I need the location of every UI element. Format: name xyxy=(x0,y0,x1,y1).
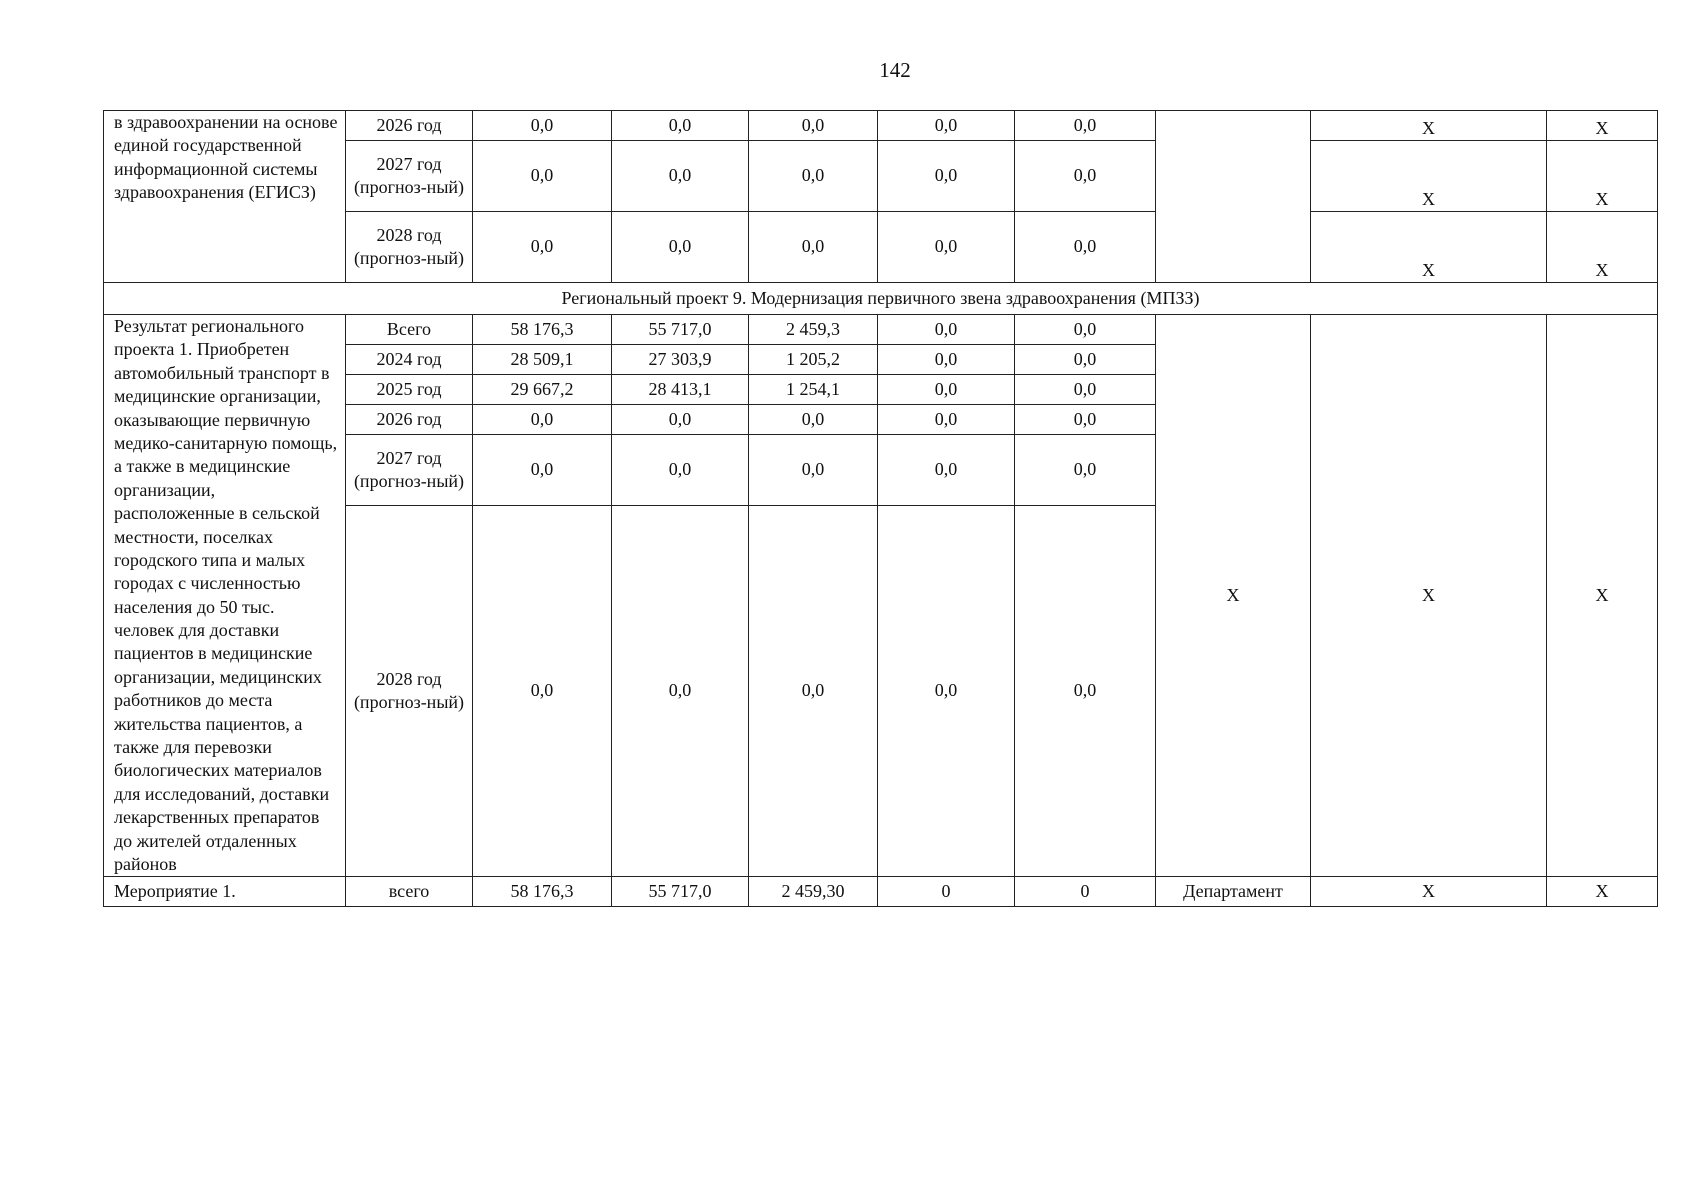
mark-cell: X xyxy=(1311,877,1547,907)
result-description: Результат регионального проекта 1. Приобретен автомобильный транспорт в медицинские организации, оказывающие первичную медико-санитарную помощь, а также в медицинские организации, расположенные в сельской местности, поселках городского типа и малых городах с численностью населения до 50 тыс. человек для доставки пациентов в медицинские организации, медицинских работников до места жительства пациентов, а также для перевозки биологических материалов для исследований, доставки лекарственных препаратов до жителей отдаленных районов xyxy=(104,315,346,877)
value-cell: 0,0 xyxy=(878,141,1015,212)
table-row xyxy=(104,315,1658,345)
value-cell: 2 459,3 xyxy=(749,315,878,345)
mark-cell: X xyxy=(1311,141,1547,212)
value-cell: 0,0 xyxy=(878,345,1015,375)
value-cell: 0,0 xyxy=(1015,111,1156,141)
value-cell: 0,0 xyxy=(1015,506,1156,877)
value-cell: 0,0 xyxy=(612,405,749,435)
value-cell: 0,0 xyxy=(473,111,612,141)
page-number: 142 xyxy=(879,58,911,82)
value-cell: 0,0 xyxy=(878,315,1015,345)
value-cell: 0,0 xyxy=(878,375,1015,405)
mark-cell: X xyxy=(1547,141,1658,212)
period-cell: 2027 год (прогноз-ный) xyxy=(346,435,473,506)
value-cell: 0,0 xyxy=(1015,345,1156,375)
measure-description: Мероприятие 1. xyxy=(104,877,346,907)
mark-cell: X xyxy=(1547,315,1658,877)
value-cell: 0,0 xyxy=(473,405,612,435)
period-cell: 2024 год xyxy=(346,345,473,375)
value-cell: 1 254,1 xyxy=(749,375,878,405)
value-cell: 0,0 xyxy=(1015,435,1156,506)
value-cell: 0 xyxy=(1015,877,1156,907)
mark-cell: X xyxy=(1311,315,1547,877)
value-cell: 0,0 xyxy=(1015,375,1156,405)
period-cell: Всего xyxy=(346,315,473,345)
value-cell: 0,0 xyxy=(749,141,878,212)
value-cell: 0,0 xyxy=(878,506,1015,877)
value-cell: 58 176,3 xyxy=(473,877,612,907)
value-cell: 28 413,1 xyxy=(612,375,749,405)
value-cell: 0,0 xyxy=(473,506,612,877)
value-cell: 0,0 xyxy=(1015,212,1156,283)
mark-cell: X xyxy=(1311,212,1547,283)
value-cell: 0,0 xyxy=(878,111,1015,141)
period-cell: 2028 год (прогноз-ный) xyxy=(346,506,473,877)
value-cell: 0,0 xyxy=(1015,315,1156,345)
result-description: в здравоохранении на основе единой государственной информационной системы здравоохранения (ЕГИСЗ) xyxy=(104,111,346,283)
budget-table xyxy=(103,110,1658,907)
value-cell: 0,0 xyxy=(612,141,749,212)
period-cell: 2028 год (прогноз-ный) xyxy=(346,212,473,283)
executor-cell xyxy=(1156,111,1311,283)
value-cell: 0,0 xyxy=(473,212,612,283)
value-cell: 0,0 xyxy=(749,506,878,877)
value-cell: 2 459,30 xyxy=(749,877,878,907)
mark-cell: X xyxy=(1547,111,1658,141)
period-cell: 2027 год (прогноз-ный) xyxy=(346,141,473,212)
value-cell: 0,0 xyxy=(473,141,612,212)
value-cell: 0,0 xyxy=(612,111,749,141)
value-cell: 29 667,2 xyxy=(473,375,612,405)
value-cell: 55 717,0 xyxy=(612,877,749,907)
section-row xyxy=(104,283,1658,315)
mark-cell: X xyxy=(1547,212,1658,283)
value-cell: 0,0 xyxy=(612,506,749,877)
value-cell: 27 303,9 xyxy=(612,345,749,375)
value-cell: 0,0 xyxy=(612,435,749,506)
value-cell: 0,0 xyxy=(1015,405,1156,435)
section-title: Региональный проект 9. Модернизация первичного звена здравоохранения (МПЗЗ) xyxy=(104,283,1658,315)
value-cell: 0,0 xyxy=(612,212,749,283)
period-cell: 2026 год xyxy=(346,111,473,141)
value-cell: 0 xyxy=(878,877,1015,907)
table-row xyxy=(104,877,1658,907)
period-cell: 2026 год xyxy=(346,405,473,435)
period-cell: 2025 год xyxy=(346,375,473,405)
value-cell: 0,0 xyxy=(1015,141,1156,212)
value-cell: 55 717,0 xyxy=(612,315,749,345)
period-cell: всего xyxy=(346,877,473,907)
value-cell: 1 205,2 xyxy=(749,345,878,375)
value-cell: 0,0 xyxy=(878,212,1015,283)
value-cell: 28 509,1 xyxy=(473,345,612,375)
executor-cell: Департамент xyxy=(1156,877,1311,907)
table-row xyxy=(104,111,1658,141)
mark-cell: X xyxy=(1311,111,1547,141)
value-cell: 0,0 xyxy=(878,435,1015,506)
mark-cell: X xyxy=(1547,877,1658,907)
value-cell: 0,0 xyxy=(749,111,878,141)
value-cell: 0,0 xyxy=(473,435,612,506)
value-cell: 0,0 xyxy=(749,405,878,435)
executor-cell: X xyxy=(1156,315,1311,877)
value-cell: 0,0 xyxy=(749,435,878,506)
value-cell: 0,0 xyxy=(878,405,1015,435)
value-cell: 0,0 xyxy=(749,212,878,283)
value-cell: 58 176,3 xyxy=(473,315,612,345)
